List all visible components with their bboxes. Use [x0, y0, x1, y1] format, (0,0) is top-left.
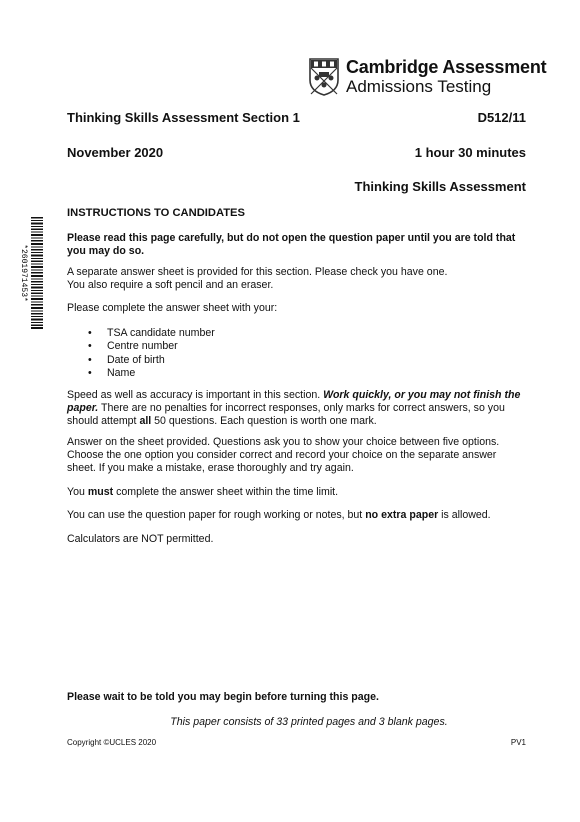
- page-count-notice: This paper consists of 33 printed pages and 3 blank pages.: [170, 716, 448, 728]
- list-item: • TSA candidate number: [88, 327, 215, 340]
- instruction-time-limit: [67, 486, 527, 499]
- list-item: • Date of birth: [88, 354, 215, 367]
- logo-line-2: Admissions Testing: [346, 77, 492, 96]
- work-quickly-text: Work quickly, or you may not finish the paper.: [67, 389, 521, 414]
- time-limit-text: complete the answer sheet within the time limit.: [113, 486, 339, 498]
- list-item: • Name: [88, 367, 215, 380]
- rough-working-text: You can use the question paper for rough working or notes, but: [67, 509, 366, 521]
- instruction-complete-sheet: Please complete the answer sheet with your:: [67, 302, 278, 314]
- answer-sheet-line: A separate answer sheet is provided for this section. Please check you have one.: [67, 266, 448, 278]
- barcode: [15, 217, 45, 329]
- allowed-text: is allowed.: [438, 509, 491, 521]
- logo-line-1: Cambridge Assessment: [346, 57, 547, 77]
- speed-text: Speed as well as accuracy is important in this section.: [67, 389, 324, 401]
- exam-subject: Thinking Skills Assessment: [354, 179, 526, 194]
- penalties-text: There are no penalties for incorrect responses, only marks for correct answers, so you should attempt: [67, 401, 505, 427]
- instruction-answer-sheet: [67, 266, 527, 292]
- no-extra-paper-text: no extra paper: [365, 509, 439, 521]
- instructions-heading: INSTRUCTIONS TO CANDIDATES: [67, 207, 245, 219]
- cambridge-logo: [309, 57, 547, 101]
- all-text: all: [139, 414, 152, 427]
- exam-duration: 1 hour 30 minutes: [414, 145, 526, 160]
- instruction-rough-working: [67, 509, 527, 522]
- exam-date: November 2020: [67, 145, 164, 160]
- version-ref: PV1: [510, 738, 526, 747]
- pencil-line: You also require a soft pencil and an eraser.: [67, 278, 274, 291]
- wait-notice: Please wait to be told you may begin before turning this page.: [67, 691, 379, 703]
- paper-title: Thinking Skills Assessment Section 1: [67, 110, 300, 125]
- instruction-speed: [67, 389, 529, 427]
- answer-sheet-fields: [88, 327, 215, 381]
- must-text: must: [87, 486, 114, 498]
- barcode-number: *2601971453*: [19, 244, 28, 302]
- instruction-calculators: Calculators are NOT permitted.: [67, 533, 214, 545]
- crest-icon: [309, 58, 339, 96]
- instruction-answer-on-sheet: Answer on the sheet provided. Questions ask you to show your choice between five options. Choose the one option you consider correct and record your choice on the separate answer sheet. If you make a mistake, erase thoroughly and try again.: [67, 436, 500, 474]
- questions-count-text: 50 questions. Each question is worth one mark.: [151, 414, 377, 427]
- you-text: You: [67, 486, 88, 498]
- copyright: Copyright ©UCLES 2020: [67, 738, 157, 747]
- list-item: • Centre number: [88, 340, 215, 353]
- instruction-read-carefully: Please read this page carefully, but do not open the question paper until you are told that you may do so.: [67, 232, 516, 257]
- paper-code: D512/11: [477, 110, 526, 125]
